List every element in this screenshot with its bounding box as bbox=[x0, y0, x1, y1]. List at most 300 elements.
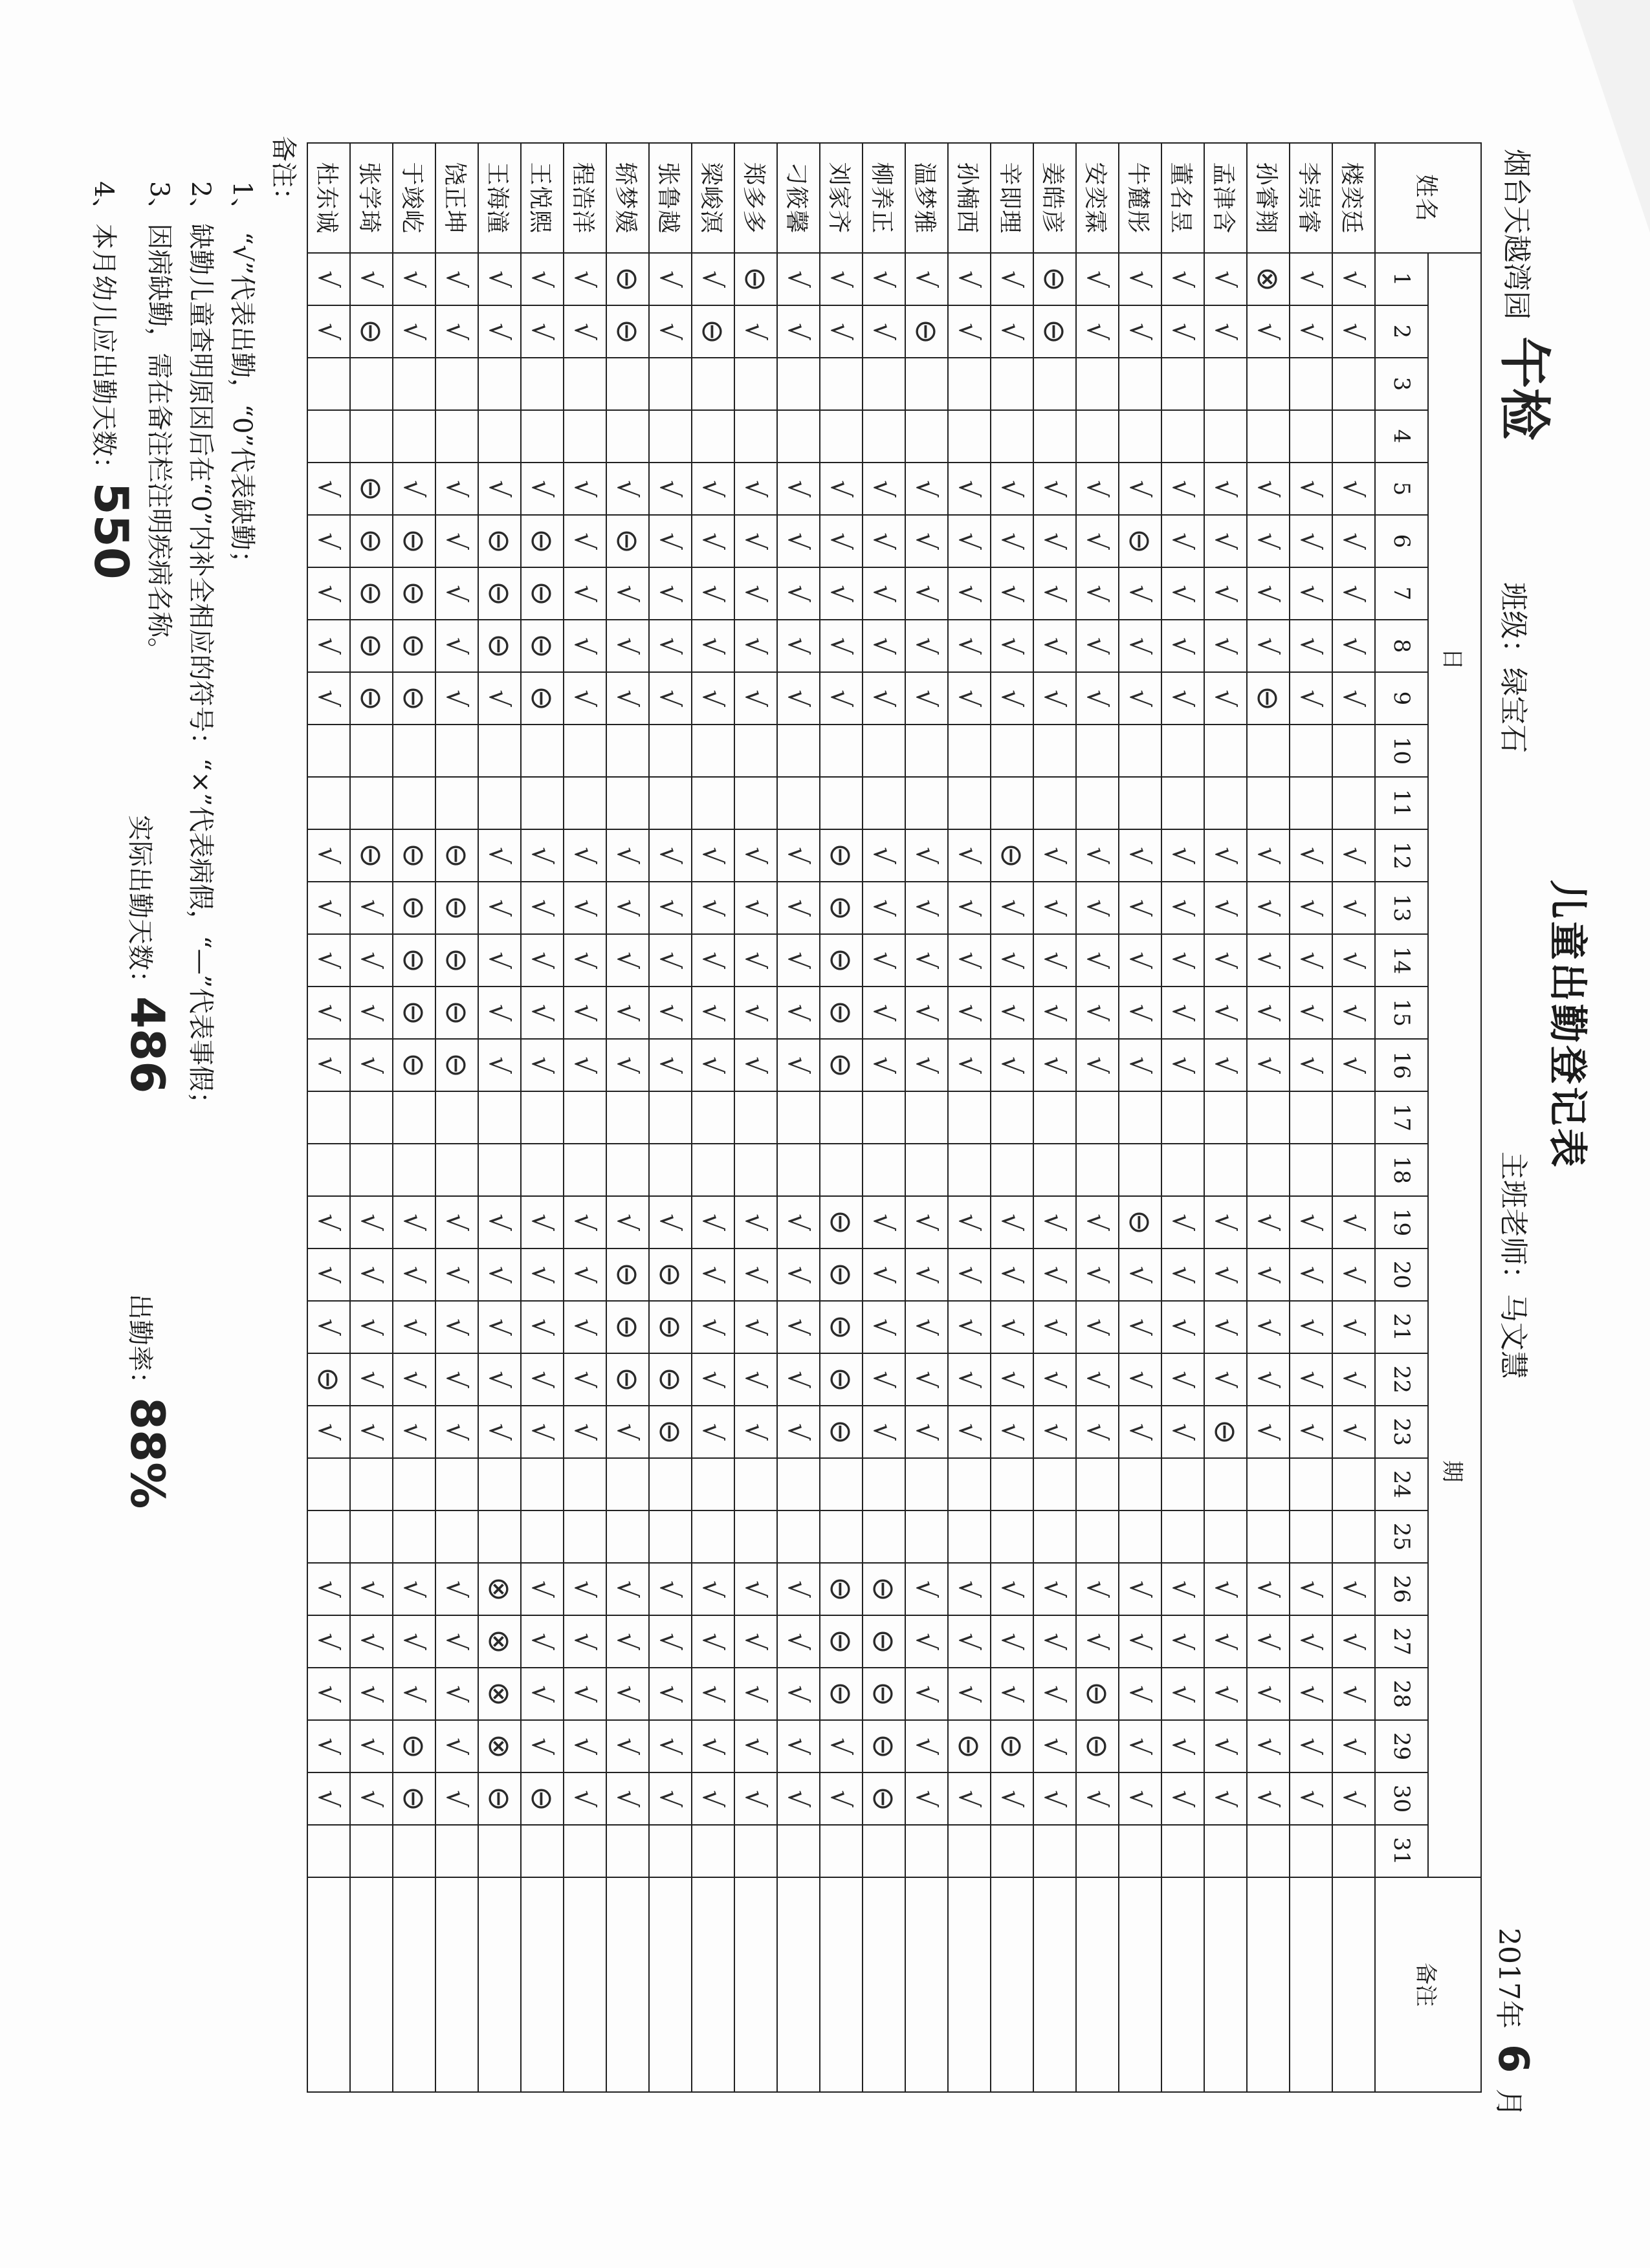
attendance-cell: √ bbox=[1033, 1720, 1076, 1772]
attendance-cell: ⊖ bbox=[820, 1615, 863, 1668]
attendance-cell: √ bbox=[777, 672, 820, 725]
attendance-cell: √ bbox=[1247, 934, 1290, 987]
attendance-table bbox=[307, 142, 1482, 2093]
attendance-cell bbox=[948, 777, 991, 829]
student-name: 张学琦 bbox=[350, 143, 393, 253]
attendance-cell bbox=[521, 1510, 564, 1563]
attendance-cell: ⊖ bbox=[820, 1406, 863, 1458]
attendance-cell: √ bbox=[1033, 1772, 1076, 1825]
attendance-cell bbox=[1247, 358, 1290, 410]
attendance-cell bbox=[863, 725, 905, 777]
attendance-cell: √ bbox=[1332, 1668, 1375, 1720]
attendance-cell bbox=[1332, 1091, 1375, 1144]
attendance-cell bbox=[1161, 1458, 1204, 1510]
attendance-cell: √ bbox=[1119, 987, 1161, 1039]
student-name: 王海潼 bbox=[478, 143, 521, 253]
remark-cell bbox=[905, 1877, 948, 2092]
attendance-cell: √ bbox=[1161, 1720, 1204, 1772]
remark-cell bbox=[1332, 1877, 1375, 2092]
attendance-cell bbox=[307, 1091, 350, 1144]
day-header-8: 8 bbox=[1375, 620, 1428, 672]
kindergarten-name: 烟台天越湾园 bbox=[1500, 149, 1533, 320]
student-name: 饶正坤 bbox=[435, 143, 478, 253]
attendance-cell: √ bbox=[649, 1720, 692, 1772]
attendance-cell: √ bbox=[1076, 1563, 1119, 1615]
attendance-cell: ⊖ bbox=[734, 253, 777, 305]
attendance-cell bbox=[1290, 1458, 1332, 1510]
attendance-cell: √ bbox=[1290, 620, 1332, 672]
attendance-cell: √ bbox=[606, 1720, 649, 1772]
attendance-cell: √ bbox=[521, 1039, 564, 1091]
attendance-cell: ⊖ bbox=[435, 882, 478, 934]
attendance-cell: √ bbox=[564, 829, 606, 882]
attendance-cell bbox=[1033, 410, 1076, 463]
attendance-cell: √ bbox=[1119, 1668, 1161, 1720]
attendance-cell bbox=[521, 1091, 564, 1144]
attendance-cell: √ bbox=[1033, 567, 1076, 620]
attendance-cell: √ bbox=[307, 463, 350, 515]
attendance-cell: √ bbox=[692, 253, 734, 305]
attendance-cell: √ bbox=[1033, 1615, 1076, 1668]
attendance-cell bbox=[478, 1458, 521, 1510]
student-name: 张鲁越 bbox=[649, 143, 692, 253]
attendance-cell: √ bbox=[734, 567, 777, 620]
attendance-cell bbox=[1290, 1091, 1332, 1144]
attendance-cell bbox=[435, 1510, 478, 1563]
attendance-cell bbox=[1204, 1144, 1247, 1196]
attendance-cell: √ bbox=[564, 1248, 606, 1301]
attendance-cell: √ bbox=[777, 1563, 820, 1615]
attendance-cell bbox=[606, 1458, 649, 1510]
attendance-cell bbox=[863, 1825, 905, 1877]
attendance-cell bbox=[521, 1825, 564, 1877]
attendance-cell: √ bbox=[1076, 620, 1119, 672]
attendance-cell: √ bbox=[777, 253, 820, 305]
attendance-cell bbox=[777, 1458, 820, 1510]
attendance-cell: √ bbox=[1161, 1668, 1204, 1720]
attendance-cell: √ bbox=[948, 1301, 991, 1353]
student-name: 柳养正 bbox=[863, 143, 905, 253]
attendance-cell bbox=[820, 1144, 863, 1196]
attendance-cell: √ bbox=[1119, 253, 1161, 305]
attendance-cell: √ bbox=[905, 253, 948, 305]
attendance-cell: √ bbox=[1290, 1301, 1332, 1353]
attendance-cell bbox=[1161, 1144, 1204, 1196]
attendance-cell: √ bbox=[692, 1039, 734, 1091]
attendance-cell: √ bbox=[564, 1196, 606, 1248]
attendance-cell: √ bbox=[905, 1248, 948, 1301]
attendance-cell bbox=[606, 725, 649, 777]
attendance-cell: √ bbox=[1290, 253, 1332, 305]
attendance-cell bbox=[1247, 1458, 1290, 1510]
day-header-7: 7 bbox=[1375, 567, 1428, 620]
attendance-cell: √ bbox=[1247, 1248, 1290, 1301]
date-header-right: 期 bbox=[1439, 1460, 1466, 1483]
attendance-cell bbox=[1119, 358, 1161, 410]
attendance-cell: √ bbox=[1247, 1720, 1290, 1772]
attendance-cell: √ bbox=[1076, 1196, 1119, 1248]
attendance-cell: ⊖ bbox=[820, 829, 863, 882]
attendance-cell: √ bbox=[1119, 1353, 1161, 1406]
attendance-cell bbox=[521, 410, 564, 463]
attendance-cell: √ bbox=[350, 1668, 393, 1720]
attendance-cell: √ bbox=[991, 1196, 1033, 1248]
attendance-cell: √ bbox=[1290, 463, 1332, 515]
attendance-cell: √ bbox=[734, 1406, 777, 1458]
attendance-cell bbox=[649, 1825, 692, 1877]
attendance-cell: √ bbox=[1033, 515, 1076, 567]
attendance-cell bbox=[435, 410, 478, 463]
attendance-cell: √ bbox=[734, 1353, 777, 1406]
student-name: 孙楠西 bbox=[948, 143, 991, 253]
attendance-cell: √ bbox=[307, 567, 350, 620]
attendance-cell: √ bbox=[606, 1196, 649, 1248]
day-header-22: 22 bbox=[1375, 1353, 1428, 1406]
attendance-cell: ⊖ bbox=[820, 1248, 863, 1301]
student-name: 王悦熙 bbox=[521, 143, 564, 253]
attendance-cell bbox=[948, 1825, 991, 1877]
attendance-cell: ⊖ bbox=[863, 1772, 905, 1825]
attendance-cell bbox=[991, 1091, 1033, 1144]
attendance-cell: √ bbox=[863, 1196, 905, 1248]
attendance-cell: √ bbox=[948, 1039, 991, 1091]
attendance-cell bbox=[1247, 725, 1290, 777]
attendance-cell: ⊖ bbox=[350, 672, 393, 725]
attendance-cell: √ bbox=[521, 1353, 564, 1406]
attendance-cell: √ bbox=[1332, 620, 1375, 672]
attendance-cell bbox=[905, 1091, 948, 1144]
attendance-cell: √ bbox=[948, 567, 991, 620]
attendance-cell: ⊖ bbox=[435, 1039, 478, 1091]
attendance-cell bbox=[991, 358, 1033, 410]
attendance-cell: √ bbox=[307, 672, 350, 725]
attendance-cell bbox=[863, 777, 905, 829]
attendance-cell: √ bbox=[1076, 987, 1119, 1039]
attendance-cell: √ bbox=[1204, 620, 1247, 672]
attendance-cell bbox=[435, 358, 478, 410]
attendance-cell: √ bbox=[1161, 934, 1204, 987]
attendance-cell: √ bbox=[435, 253, 478, 305]
attendance-cell: √ bbox=[863, 987, 905, 1039]
remark-cell bbox=[1076, 1877, 1119, 2092]
attendance-cell: ⊖ bbox=[435, 987, 478, 1039]
attendance-cell: √ bbox=[1332, 1720, 1375, 1772]
attendance-cell: √ bbox=[606, 829, 649, 882]
attendance-cell: √ bbox=[1033, 620, 1076, 672]
attendance-cell: √ bbox=[1204, 1772, 1247, 1825]
attendance-cell: √ bbox=[777, 463, 820, 515]
attendance-cell: √ bbox=[393, 1248, 435, 1301]
attendance-cell: √ bbox=[606, 1772, 649, 1825]
attendance-cell: √ bbox=[948, 1563, 991, 1615]
attendance-cell: √ bbox=[1247, 305, 1290, 358]
class-label bbox=[1495, 582, 1537, 753]
attendance-cell: √ bbox=[1119, 1615, 1161, 1668]
attendance-cell: √ bbox=[1033, 829, 1076, 882]
attendance-cell bbox=[350, 777, 393, 829]
attendance-cell bbox=[1033, 358, 1076, 410]
student-name: 梁峻溟 bbox=[692, 143, 734, 253]
attendance-cell: √ bbox=[1033, 1039, 1076, 1091]
attendance-cell bbox=[564, 1144, 606, 1196]
attendance-cell: √ bbox=[435, 1668, 478, 1720]
attendance-cell bbox=[1161, 1091, 1204, 1144]
attendance-cell: √ bbox=[649, 1615, 692, 1668]
attendance-cell: √ bbox=[734, 305, 777, 358]
attendance-cell bbox=[692, 1510, 734, 1563]
attendance-cell bbox=[1161, 358, 1204, 410]
table-row bbox=[991, 143, 1033, 2092]
student-name: 楼奕廷 bbox=[1332, 143, 1375, 253]
attendance-cell: √ bbox=[991, 1406, 1033, 1458]
attendance-cell bbox=[777, 725, 820, 777]
attendance-cell: √ bbox=[606, 1615, 649, 1668]
attendance-cell bbox=[606, 1825, 649, 1877]
attendance-cell bbox=[606, 1510, 649, 1563]
attendance-cell: √ bbox=[1204, 463, 1247, 515]
student-name: 孟津含 bbox=[1204, 143, 1247, 253]
attendance-cell: ⊗ bbox=[1247, 253, 1290, 305]
remark-cell bbox=[777, 1877, 820, 2092]
attendance-cell: √ bbox=[905, 515, 948, 567]
attendance-cell: √ bbox=[1290, 1039, 1332, 1091]
attendance-cell: √ bbox=[1076, 882, 1119, 934]
remark-cell bbox=[948, 1877, 991, 2092]
attendance-cell bbox=[777, 777, 820, 829]
attendance-cell: √ bbox=[478, 1301, 521, 1353]
attendance-cell: √ bbox=[863, 1248, 905, 1301]
attendance-cell: √ bbox=[1076, 1406, 1119, 1458]
attendance-cell: √ bbox=[734, 463, 777, 515]
attendance-cell bbox=[564, 725, 606, 777]
attendance-cell bbox=[393, 777, 435, 829]
attendance-cell: √ bbox=[1332, 515, 1375, 567]
attendance-cell: √ bbox=[393, 1353, 435, 1406]
attendance-cell: √ bbox=[564, 253, 606, 305]
month-suffix: 月 bbox=[1492, 2088, 1525, 2117]
attendance-cell: √ bbox=[350, 1772, 393, 1825]
attendance-cell: √ bbox=[1119, 1248, 1161, 1301]
student-name: 于竣屹 bbox=[393, 143, 435, 253]
attendance-cell: √ bbox=[777, 1039, 820, 1091]
attendance-cell: √ bbox=[1076, 934, 1119, 987]
attendance-cell bbox=[435, 777, 478, 829]
attendance-cell: √ bbox=[1033, 987, 1076, 1039]
remark-cell bbox=[1161, 1877, 1204, 2092]
attendance-cell: ⊖ bbox=[393, 1039, 435, 1091]
attendance-cell: √ bbox=[435, 1301, 478, 1353]
attendance-cell: √ bbox=[307, 1406, 350, 1458]
attendance-cell: ⊖ bbox=[393, 1720, 435, 1772]
attendance-cell: √ bbox=[1161, 1353, 1204, 1406]
day-header-24: 24 bbox=[1375, 1458, 1428, 1510]
attendance-cell: √ bbox=[905, 1353, 948, 1406]
attendance-cell: √ bbox=[649, 305, 692, 358]
attendance-cell: √ bbox=[1076, 1353, 1119, 1406]
attendance-cell: √ bbox=[649, 253, 692, 305]
attendance-cell: √ bbox=[649, 672, 692, 725]
attendance-cell: √ bbox=[1332, 829, 1375, 882]
attendance-cell: √ bbox=[435, 672, 478, 725]
attendance-cell bbox=[1119, 777, 1161, 829]
attendance-cell: √ bbox=[863, 882, 905, 934]
attendance-cell: √ bbox=[521, 882, 564, 934]
attendance-cell: √ bbox=[564, 305, 606, 358]
attendance-cell: √ bbox=[435, 1615, 478, 1668]
attendance-cell: √ bbox=[734, 1563, 777, 1615]
attendance-cell bbox=[1033, 725, 1076, 777]
notes-label: 备注： bbox=[269, 136, 298, 213]
student-name: 姜皓彦 bbox=[1033, 143, 1076, 253]
attendance-cell: √ bbox=[692, 1772, 734, 1825]
attendance-cell: √ bbox=[905, 1196, 948, 1248]
attendance-cell: √ bbox=[1290, 934, 1332, 987]
attendance-cell: √ bbox=[692, 567, 734, 620]
remark-cell bbox=[1119, 1877, 1161, 2092]
student-name: 温梦雅 bbox=[905, 143, 948, 253]
attendance-cell: √ bbox=[307, 1248, 350, 1301]
remark-cell bbox=[606, 1877, 649, 2092]
table-row bbox=[734, 143, 777, 2092]
attendance-cell: ⊖ bbox=[820, 1196, 863, 1248]
attendance-cell: √ bbox=[1332, 1615, 1375, 1668]
day-header-15: 15 bbox=[1375, 987, 1428, 1039]
attendance-cell: ⊖ bbox=[521, 515, 564, 567]
remark-cell bbox=[734, 1877, 777, 2092]
student-name: 郑多多 bbox=[734, 143, 777, 253]
attendance-cell bbox=[521, 358, 564, 410]
table-row bbox=[307, 143, 350, 2092]
attendance-cell: √ bbox=[1119, 829, 1161, 882]
day-header-18: 18 bbox=[1375, 1144, 1428, 1196]
table-row bbox=[692, 143, 734, 2092]
attendance-cell: √ bbox=[521, 1720, 564, 1772]
attendance-cell: √ bbox=[1290, 1353, 1332, 1406]
attendance-cell bbox=[478, 725, 521, 777]
attendance-cell: √ bbox=[1204, 567, 1247, 620]
attendance-cell bbox=[606, 410, 649, 463]
attendance-cell bbox=[350, 1144, 393, 1196]
day-header-4: 4 bbox=[1375, 410, 1428, 463]
attendance-cell: √ bbox=[1161, 1406, 1204, 1458]
attendance-cell: √ bbox=[1247, 1353, 1290, 1406]
attendance-cell: √ bbox=[991, 1772, 1033, 1825]
attendance-cell: √ bbox=[1076, 1248, 1119, 1301]
table-row bbox=[521, 143, 564, 2092]
attendance-cell bbox=[1076, 410, 1119, 463]
attendance-cell: √ bbox=[350, 1353, 393, 1406]
attendance-cell: √ bbox=[1033, 463, 1076, 515]
attendance-cell bbox=[435, 725, 478, 777]
attendance-cell: √ bbox=[307, 515, 350, 567]
attendance-cell: √ bbox=[1204, 672, 1247, 725]
attendance-cell: √ bbox=[435, 463, 478, 515]
attendance-cell: ⊖ bbox=[649, 1248, 692, 1301]
attendance-cell bbox=[1290, 1825, 1332, 1877]
attendance-cell bbox=[1161, 725, 1204, 777]
day-header-5: 5 bbox=[1375, 463, 1428, 515]
attendance-cell: √ bbox=[564, 1301, 606, 1353]
attendance-cell: ⊖ bbox=[393, 567, 435, 620]
attendance-cell: √ bbox=[734, 515, 777, 567]
attendance-cell: √ bbox=[991, 1301, 1033, 1353]
attendance-cell: √ bbox=[478, 1248, 521, 1301]
attendance-cell: ⊖ bbox=[820, 934, 863, 987]
attendance-cell: √ bbox=[991, 1615, 1033, 1668]
attendance-cell: √ bbox=[393, 1406, 435, 1458]
attendance-cell: ⊖ bbox=[863, 1668, 905, 1720]
attendance-cell: ⊖ bbox=[478, 515, 521, 567]
day-header-14: 14 bbox=[1375, 934, 1428, 987]
table-row bbox=[393, 143, 435, 2092]
attendance-cell bbox=[820, 1458, 863, 1510]
attendance-cell: √ bbox=[820, 515, 863, 567]
attendance-cell: √ bbox=[521, 987, 564, 1039]
attendance-cell: √ bbox=[692, 1406, 734, 1458]
attendance-cell: √ bbox=[1332, 1039, 1375, 1091]
attendance-cell: √ bbox=[948, 1615, 991, 1668]
attendance-cell: ⊖ bbox=[606, 1301, 649, 1353]
attendance-cell bbox=[991, 777, 1033, 829]
attendance-cell: √ bbox=[606, 1668, 649, 1720]
attendance-cell bbox=[1290, 358, 1332, 410]
attendance-cell: √ bbox=[606, 1563, 649, 1615]
day-header-2: 2 bbox=[1375, 305, 1428, 358]
attendance-cell: √ bbox=[435, 1720, 478, 1772]
remark-cell bbox=[649, 1877, 692, 2092]
attendance-cell: √ bbox=[564, 567, 606, 620]
attendance-cell bbox=[307, 1458, 350, 1510]
attendance-cell: √ bbox=[1161, 567, 1204, 620]
attendance-cell: ⊖ bbox=[820, 1039, 863, 1091]
attendance-cell: √ bbox=[820, 1772, 863, 1825]
attendance-cell bbox=[820, 777, 863, 829]
attendance-cell: √ bbox=[1204, 1615, 1247, 1668]
attendance-cell: √ bbox=[1247, 567, 1290, 620]
table-row bbox=[1332, 143, 1375, 2092]
day-header-16: 16 bbox=[1375, 1039, 1428, 1091]
attendance-cell: √ bbox=[1247, 515, 1290, 567]
attendance-cell: √ bbox=[307, 253, 350, 305]
attendance-cell: √ bbox=[393, 1668, 435, 1720]
attendance-cell: √ bbox=[948, 463, 991, 515]
attendance-cell: √ bbox=[692, 672, 734, 725]
attendance-cell: √ bbox=[564, 1615, 606, 1668]
attendance-cell bbox=[1033, 1510, 1076, 1563]
attendance-cell: √ bbox=[1290, 1720, 1332, 1772]
attendance-cell: ⊖ bbox=[393, 934, 435, 987]
attendance-cell bbox=[606, 1091, 649, 1144]
attendance-cell bbox=[1204, 1458, 1247, 1510]
attendance-cell: √ bbox=[692, 1248, 734, 1301]
attendance-cell: √ bbox=[1161, 1196, 1204, 1248]
attendance-cell bbox=[948, 1458, 991, 1510]
attendance-cell: √ bbox=[1204, 1668, 1247, 1720]
attendance-cell bbox=[521, 725, 564, 777]
attendance-cell bbox=[393, 358, 435, 410]
day-header-20: 20 bbox=[1375, 1248, 1428, 1301]
attendance-cell: √ bbox=[1033, 1301, 1076, 1353]
day-header-31: 31 bbox=[1375, 1825, 1428, 1877]
attendance-cell: √ bbox=[1161, 463, 1204, 515]
attendance-cell: √ bbox=[948, 1668, 991, 1720]
attendance-cell bbox=[1161, 1825, 1204, 1877]
expected-days-label: 4、本月幼儿应出勤天数： bbox=[89, 181, 118, 483]
attendance-cell bbox=[1332, 777, 1375, 829]
attendance-cell bbox=[777, 358, 820, 410]
attendance-cell bbox=[393, 410, 435, 463]
attendance-cell bbox=[905, 410, 948, 463]
